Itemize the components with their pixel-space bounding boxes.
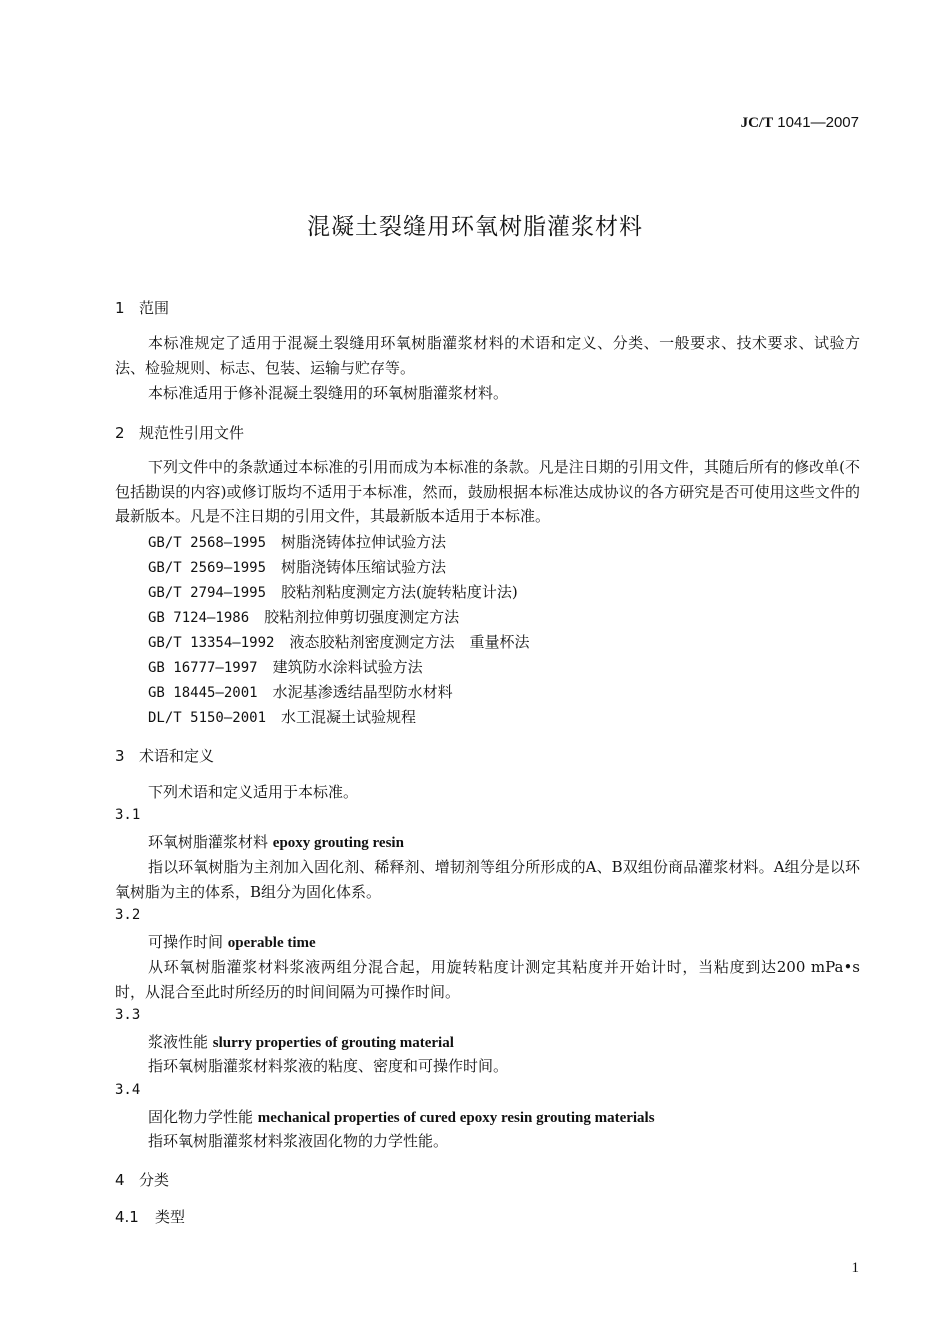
reference-item	[148, 581, 518, 602]
section-number: 1	[115, 299, 125, 317]
reference-code: GB/T 2569—1995	[148, 560, 267, 576]
reference-name: 水泥基渗透结晶型防水材料	[272, 683, 453, 701]
term-english: epoxy grouting resin	[272, 835, 404, 851]
term-english: mechanical properties of cured epoxy resin grouting materials	[257, 1110, 655, 1126]
section-number: 2	[115, 424, 125, 442]
section-4-heading	[115, 1169, 169, 1190]
term-heading	[148, 931, 316, 952]
standard-prefix: JC/T	[740, 115, 774, 131]
term-number: 3.4	[115, 1082, 141, 1098]
term-chinese: 环氧树脂灌浆材料	[148, 833, 269, 851]
term-definition: 从环氧树脂灌浆材料浆液两组分混合起，用旋转粘度计测定其粘度并开始计时，当粘度到达200 mPa•s时，从混合至此时所经历的时间间隔为可操作时间。	[115, 958, 860, 1001]
term-chinese: 浆液性能	[148, 1033, 209, 1051]
term-definition: 指环氧树脂灌浆材料浆液的粘度、密度和可操作时间。	[148, 1057, 509, 1075]
subsection-4-1-heading	[115, 1206, 185, 1227]
reference-code: GB 16777—1997	[148, 660, 258, 676]
term-number: 3.2	[115, 907, 141, 923]
reference-code: GB 7124—1986	[148, 610, 250, 626]
standard-number: 1041—2007	[777, 114, 859, 131]
section-3-heading	[115, 745, 214, 766]
reference-name: 水工混凝土试验规程	[281, 708, 417, 726]
reference-item	[148, 706, 416, 727]
reference-code: GB 18445—2001	[148, 685, 258, 701]
term-chinese: 可操作时间	[148, 933, 224, 951]
reference-item	[148, 556, 446, 577]
term-heading	[148, 1031, 454, 1052]
section-title: 范围	[139, 299, 170, 317]
reference-item	[148, 656, 423, 677]
term-definition: 指环氧树脂灌浆材料浆液固化物的力学性能。	[148, 1132, 449, 1150]
section-number: 3	[115, 747, 125, 765]
reference-name: 树脂浇铸体拉伸试验方法	[281, 533, 447, 551]
term-number: 3.3	[115, 1007, 141, 1023]
reference-code: GB/T 13354—1992	[148, 635, 275, 651]
term-english: operable time	[227, 935, 316, 951]
term-english: slurry properties of grouting material	[212, 1035, 454, 1051]
term-definition: 指以环氧树脂为主剂加入固化剂、稀释剂、增韧剂等组分所形成的A、B双组份商品灌浆材料。A组分是以环氧树脂为主的体系，B组分为固化体系。	[115, 858, 860, 901]
reference-item	[148, 681, 453, 702]
term-chinese: 固化物力学性能	[148, 1108, 254, 1126]
reference-name: 树脂浇铸体压缩试验方法	[281, 558, 447, 576]
standard-code	[741, 114, 859, 132]
section-title: 分类	[139, 1171, 170, 1189]
reference-name: 胶粘剂拉伸剪切强度测定方法	[264, 608, 460, 626]
section-number: 4	[115, 1171, 125, 1189]
subsection-title: 类型	[155, 1208, 186, 1226]
term-heading	[148, 831, 404, 852]
page-number: 1	[851, 1260, 859, 1276]
section-1-paragraph-2: 本标准适用于修补混凝土裂缝用的环氧树脂灌浆材料。	[148, 384, 509, 402]
reference-code: GB/T 2568—1995	[148, 535, 267, 551]
reference-name: 建筑防水涂料试验方法	[272, 658, 423, 676]
reference-name: 胶粘剂粘度测定方法(旋转粘度计法)	[281, 583, 518, 601]
section-1-paragraph-1: 本标准规定了适用于混凝土裂缝用环氧树脂灌浆材料的术语和定义、分类、一般要求、技术要求、试验方法、检验规则、标志、包装、运输与贮存等。	[115, 334, 860, 377]
section-title: 规范性引用文件	[139, 424, 245, 442]
section-2-paragraph-1: 下列文件中的条款通过本标准的引用而成为本标准的条款。凡是注日期的引用文件，其随后所有的修改单(不包括勘误的内容)或修订版均不适用于本标准，然而，鼓励根据本标准达成协议的各方研究是否可使用这些文件的最新版本。凡是不注日期的引用文件，其最新版本适用于本标准。	[115, 458, 860, 525]
subsection-number: 4.1	[115, 1208, 139, 1226]
section-title: 术语和定义	[139, 747, 215, 765]
term-number: 3.1	[115, 807, 141, 823]
section-1-heading	[115, 297, 169, 318]
reference-code: GB/T 2794—1995	[148, 585, 267, 601]
reference-item	[148, 531, 446, 552]
term-heading	[148, 1106, 655, 1127]
reference-item	[148, 631, 529, 652]
reference-item	[148, 606, 459, 627]
reference-name: 液态胶粘剂密度测定方法 重量杯法	[289, 633, 530, 651]
section-3-intro: 下列术语和定义适用于本标准。	[148, 783, 359, 801]
reference-code: DL/T 5150—2001	[148, 710, 267, 726]
document-title: 混凝土裂缝用环氧树脂灌浆材料	[307, 214, 643, 240]
section-2-heading	[115, 422, 244, 443]
